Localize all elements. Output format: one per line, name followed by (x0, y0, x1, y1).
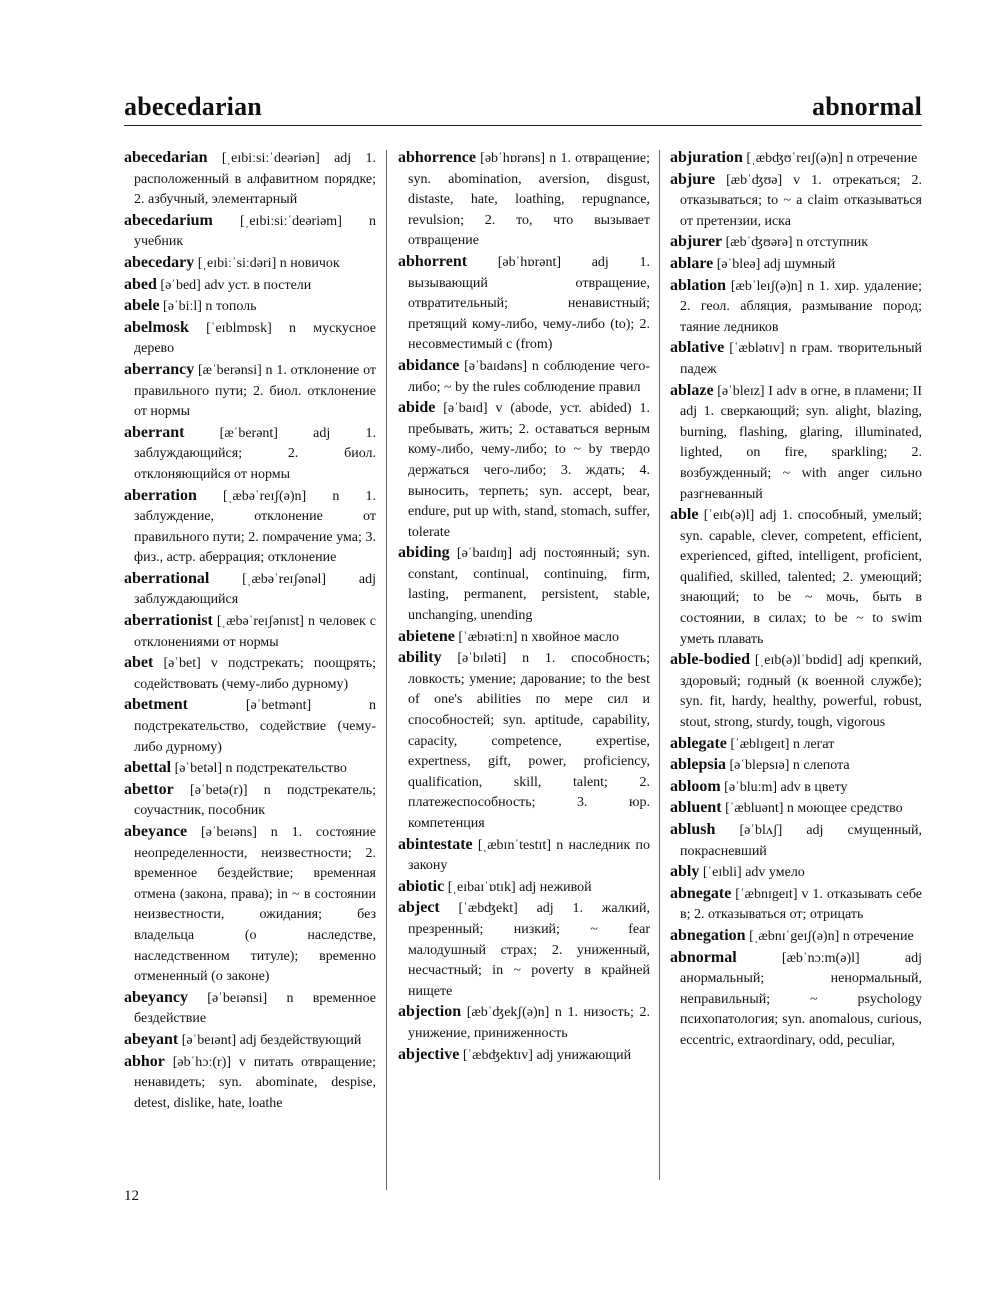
entry-headword: aberrancy (124, 360, 195, 378)
dictionary-entry (124, 695, 376, 758)
entry-definition: [æˈberənt] adj 1. заблуждающийся; 2. биол. отклоняющийся от нормы (134, 425, 376, 482)
entry-headword: able-bodied (670, 651, 751, 669)
entry-headword: ablegate (670, 734, 727, 752)
column-1 (124, 148, 376, 1114)
column-2 (398, 148, 650, 1066)
dictionary-entry (670, 798, 922, 820)
entry-definition: [əˈbleə] adj шумный (716, 256, 836, 272)
entry-headword: abjection (398, 1003, 462, 1021)
entry-definition: [ˈæbʤektɪv] adj унижающий (462, 1047, 632, 1063)
dictionary-entry (398, 648, 650, 834)
entry-headword: aberrational (124, 569, 210, 587)
entry-headword: abnegation (670, 926, 746, 944)
entry-definition: [əˈbaɪdəns] n соблюдение чего-либо; ~ by the rules соблюдение правил (408, 358, 650, 395)
entry-headword: ablaze (670, 381, 714, 399)
dictionary-entry (670, 755, 922, 777)
dictionary-entry (398, 398, 650, 543)
entry-headword: aberration (124, 486, 197, 504)
entry-headword: abloom (670, 777, 721, 795)
entry-headword: abluent (670, 799, 722, 817)
entry-headword: abhorrent (398, 252, 468, 270)
entry-headword: abjuration (670, 149, 743, 166)
entry-definition: [æbˈʤʊə] v 1. отрекаться; 2. отказываться; to ~ a claim отказываться от претензии, иска (680, 172, 923, 229)
dictionary-entry (398, 835, 650, 877)
dictionary-entry (398, 1045, 650, 1067)
entry-headword: abhor (124, 1052, 165, 1070)
dictionary-entry (670, 948, 922, 1052)
dictionary-entry (670, 381, 922, 506)
page-number: 12 (124, 1188, 139, 1204)
entry-headword: abetment (124, 696, 188, 714)
entry-headword: aberrant (124, 423, 185, 441)
entry-definition: [əˈbeɪəns] n 1. состояние неопределенности, неизвестности; 2. временное бездействие; временная отмена (закона, права); in ~ в состоянии неизвестности, ожидания; без владельца (о наследстве, наследственном титуле); временно отмененный (о законе) (134, 825, 377, 985)
entry-definition: [ˌæbəˈreɪʃ(ə)n] n 1. заблуждение, отклонение от правильного пути; 2. помрачение ума; 3. физ., астр. аберрация; отклонение (134, 488, 376, 566)
dictionary-entry (670, 820, 922, 862)
dictionary-entry (670, 338, 922, 380)
right-guide-word: abnormal (812, 92, 922, 121)
dictionary-entry (670, 734, 922, 756)
dictionary-entry (398, 1002, 650, 1044)
entry-definition: [əˈblepsɪə] n слепота (729, 758, 850, 774)
entry-definition: [əbˈhɒrəns] n 1. отвращение; syn. abomination, aversion, disgust, distaste, hate, loathing, repugnance, revulsion; 2. то, что вызывает отвращение (408, 151, 651, 249)
dictionary-entry (124, 253, 376, 275)
dictionary-entry (124, 758, 376, 780)
entry-definition: [ˌæbəˈreɪʃənəl] adj заблуждающийся (134, 571, 376, 608)
dictionary-entry (670, 777, 922, 799)
entry-headword: abelmosk (124, 318, 189, 336)
dictionary-entry (670, 884, 922, 926)
entry-definition: [əˈbeɪənsi] n временное бездействие (134, 990, 377, 1027)
entry-headword: abed (124, 275, 157, 293)
entry-headword: abettor (124, 780, 174, 798)
entry-headword: ablative (670, 339, 725, 357)
entry-definition: [əˈbɪləti] n 1. способность; ловкость; умение; дарование; to the best of one's abilities по мере сил и способностей; syn. aptitude, capability, capacity, competence, expertise, expertness, gift, power, proficiency, qualification, skill, talent; 2. платежеспособность; 3. юр. компетенция (408, 651, 650, 831)
header-rule (124, 125, 922, 126)
dictionary-entry (398, 543, 650, 626)
entry-definition: [ˌæbəˈreɪʃənɪst] n человек с отклонениями от нормы (134, 614, 376, 650)
entry-headword: abide (398, 399, 436, 417)
entry-definition: [əbˈhɒrənt] adj 1. вызывающий отвращение, отвратительный; ненавистный; претящий кому-либо, чему-либо (to); 2. несовместимый с (from) (408, 254, 650, 353)
entry-definition: [æbˈʤekʃ(ə)n] n 1. низость; 2. унижение, приниженность (408, 1005, 651, 1041)
entry-definition: [əˈblʌʃ] adj смущенный, покрасневший (680, 823, 922, 859)
dictionary-entry (124, 211, 376, 253)
dictionary-entry (398, 252, 650, 356)
entry-definition: [əˈbeɪənt] adj бездействующий (181, 1032, 362, 1048)
dictionary-entry (670, 505, 922, 650)
dictionary-entry (124, 148, 376, 211)
entry-definition: [əbˈhɔː(r)] v питать отвращение; ненавидеть; syn. abominate, despise, detest, dislike, hate, loathe (134, 1054, 377, 1111)
entry-headword: abietene (398, 627, 455, 645)
entry-definition: [ˈæbluənt] n моющее средство (725, 801, 903, 817)
entry-definition: [ˈeɪblmɒsk] n мускусное дерево (134, 320, 377, 357)
entry-definition: [ˈæbɪətiːn] n хвойное масло (458, 629, 620, 645)
column-divider (659, 150, 660, 1180)
entry-definition: [əˈbetə(r)] n подстрекатель; соучастник, пособник (134, 782, 377, 819)
entry-headword: abecedarium (124, 211, 213, 229)
entry-definition: [æbˈleɪʃ(ə)n] n 1. хир. удаление; 2. геол. абляция, размывание пород; таяние ледников (680, 278, 922, 335)
entry-headword: abecedary (124, 253, 195, 271)
dictionary-entry (124, 1030, 376, 1052)
dictionary-entry (124, 1052, 376, 1115)
entry-definition: [ˈeɪbli] adv умело (702, 865, 805, 881)
entry-definition: [ˌeɪbiːsiːˈdeəriən] adj 1. расположенный в алфавитном порядке; 2. азбучный, элементарный (134, 151, 376, 208)
entry-headword: able (670, 506, 699, 524)
entry-headword: abintestate (398, 835, 473, 853)
entry-definition: [əˈbaɪd] v (abode, уст. abided) 1. пребывать, жить; 2. оставаться верным кому-либо, чему-либо; to ~ by твердо держаться чего-либо; 3. ждать; 4. выносить, терпеть; syn. accept, bear, endure, put up with, stand, stomach, suffer, tolerate (408, 401, 651, 540)
entry-definition: [ˌeɪbaɪˈɒtɪk] adj неживой (447, 879, 592, 895)
entry-headword: abjective (398, 1045, 460, 1063)
dictionary-entry (124, 569, 376, 611)
entry-headword: abecedarian (124, 149, 208, 166)
entry-definition: [ˌæbɪnˈtestɪt] n наследник по закону (408, 837, 651, 874)
entry-definition: [ˌeɪbiːsiːˈdeəriəm] n учебник (134, 213, 376, 250)
entry-headword: abnormal (670, 948, 737, 966)
entry-definition: [əˈbet] v подстрекать; поощрять; содействовать (чему-либо дурному) (134, 656, 376, 692)
entry-headword: abjurer (670, 233, 723, 251)
entry-headword: abject (398, 899, 440, 917)
dictionary-entry (670, 232, 922, 254)
entry-headword: abele (124, 297, 160, 315)
entry-headword: ablation (670, 276, 727, 294)
dictionary-entry (124, 653, 376, 695)
dictionary-entry (124, 486, 376, 569)
entry-headword: ablepsia (670, 756, 727, 774)
dictionary-entry (124, 822, 376, 988)
dictionary-entry (124, 275, 376, 297)
entry-headword: abeyancy (124, 988, 188, 1006)
entry-definition: [ˌæbnɪˈgeɪʃ(ə)n] n отречение (749, 928, 914, 944)
dictionary-entry (670, 170, 922, 233)
dictionary-entry (398, 356, 650, 398)
entry-definition: [əˈbed] adv уст. в постели (160, 277, 312, 293)
entry-headword: abettal (124, 759, 172, 777)
dictionary-entry (670, 254, 922, 276)
dictionary-entry (124, 423, 376, 486)
entry-definition: [əˈbaɪdɪŋ] adj постоянный; syn. constant, continual, continuing, firm, lasting, permanent, persistent, stable, unchanging, unending (408, 546, 650, 624)
column-divider (386, 150, 387, 1190)
dictionary-entry (124, 988, 376, 1030)
entry-headword: ablare (670, 254, 714, 272)
entry-headword: abnegate (670, 884, 732, 902)
entry-definition: [ˈæblɪgeɪt] n легат (730, 736, 835, 752)
entry-headword: abiding (398, 544, 450, 562)
entry-headword: abeyance (124, 823, 188, 840)
entry-headword: abiotic (398, 877, 445, 895)
entry-definition: [æbˈʤʊərə] n отступник (725, 235, 869, 251)
dictionary-entry (124, 318, 376, 360)
dictionary-entry (124, 296, 376, 318)
entry-headword: aberrationist (124, 612, 213, 630)
dictionary-entry (670, 276, 922, 339)
entry-definition: [æbˈnɔːm(ə)l] adj анормальный; ненормальный, неправильный; ~ psychology психопатология; syn. anomalous, curious, eccentric, extraordinary, odd, peculiar, (680, 950, 922, 1048)
dictionary-entry (124, 780, 376, 822)
entry-headword: abidance (398, 356, 460, 374)
entry-headword: abjure (670, 170, 716, 188)
entry-definition: [əˈbetəl] n подстрекательство (174, 761, 347, 777)
entry-headword: abeyant (124, 1030, 179, 1048)
dictionary-entry (124, 611, 376, 653)
entry-definition: [əˈbluːm] adv в цвету (724, 779, 848, 795)
dictionary-entry (398, 877, 650, 899)
entry-headword: abhorrence (398, 149, 476, 166)
entry-definition: [ˌæbʤʊˈreɪʃ(ə)n] n отречение (746, 151, 918, 166)
dictionary-entry (670, 148, 922, 170)
entry-headword: abet (124, 654, 154, 672)
entry-headword: ablush (670, 821, 716, 838)
entry-definition: [ˈæblətɪv] n грам. творительный падеж (680, 341, 922, 377)
entry-definition: [ˈæbʤekt] adj 1. жалкий, презренный; низкий; ~ fear малодушный страх; 2. униженный, несчастный; in ~ poverty в крайней нищете (408, 901, 651, 999)
entry-definition: [əˈbetmənt] n подстрекательство, содействие (чему-либо дурному) (134, 698, 376, 755)
entry-definition: [ˈeɪb(ə)l] adj 1. способный, умелый; syn. capable, clever, competent, efficient, experienced, gifted, intelligent, proficient, qualified, skilled, talented; 2. умеющий; знающий; to be ~ мочь, быть в состоянии, в силах; to be ~ to swim уметь плавать (680, 508, 922, 647)
entry-definition: [ˈæbnɪgeɪt] v 1. отказывать себе в; 2. отказываться от; отрицать (680, 886, 922, 923)
dictionary-entry (398, 148, 650, 252)
column-3 (670, 148, 922, 1052)
dictionary-entry (670, 862, 922, 884)
entry-definition: [ˌeɪbiːˈsiːdəri] n новичок (197, 255, 340, 271)
entry-definition: [əˈbiːl] n тополь (163, 299, 257, 315)
entry-definition: [ˌeɪb(ə)lˈbɒdid] adj крепкий, здоровый; годный (к военной службе); syn. fit, hardy, healthy, powerful, robust, stout, strong, sturdy, tough, vigorous (680, 653, 923, 731)
dictionary-entry (670, 926, 922, 948)
dictionary-entry (398, 627, 650, 649)
dictionary-entry (670, 650, 922, 733)
entry-headword: ably (670, 863, 700, 881)
entry-definition: [əˈbleɪz] I adv в огне, в пламени; II adj 1. сверкающий; syn. alight, blazing, burning, flashing, glaring, illuminated, lighted, on fire, sparkling; 2. возбужденный; ~ with anger сильно разгневанный (680, 383, 923, 502)
entry-definition: [æˈberənsi] n 1. отклонение от правильного пути; 2. биол. отклонение от нормы (134, 362, 376, 420)
entry-headword: ability (398, 649, 442, 667)
dictionary-entry (124, 360, 376, 423)
dictionary-entry (398, 898, 650, 1002)
left-guide-word: abecedarian (124, 92, 262, 121)
